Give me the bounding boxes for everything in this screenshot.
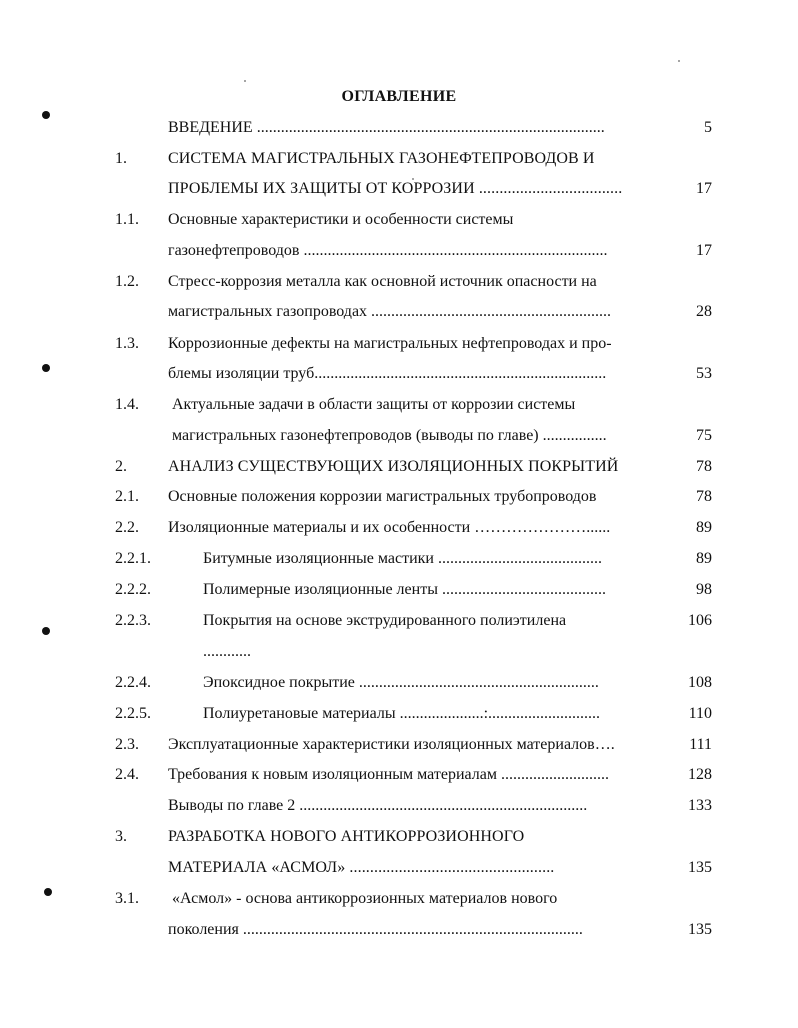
toc-entry-3-1-cont xyxy=(0,918,798,942)
toc-entry-number: 2.2.1. xyxy=(115,550,151,567)
toc-entry-number: 1. xyxy=(115,150,127,167)
toc-entry-page: 5 xyxy=(704,119,712,136)
scan-speck xyxy=(678,60,680,62)
toc-entry-number: 2.2. xyxy=(115,519,139,536)
toc-entry-page: 89 xyxy=(696,519,712,536)
toc-entry-number: 1.3. xyxy=(115,335,139,352)
toc-entry-2-2-2 xyxy=(0,578,798,602)
toc-entry-text: Актуальные задачи в области защиты от коррозии системы xyxy=(172,396,576,413)
toc-entry-page: 128 xyxy=(688,766,712,783)
toc-entry-page: 75 xyxy=(696,427,712,444)
toc-entry-2 xyxy=(0,455,798,479)
toc-entry-number: 2.2.2. xyxy=(115,581,151,598)
toc-entry-page: 78 xyxy=(696,488,712,505)
toc-entry-text: АНАЛИЗ СУЩЕСТВУЮЩИХ ИЗОЛЯЦИОННЫХ ПОКРЫТИЙ xyxy=(168,458,619,475)
toc-entry-page: 133 xyxy=(688,797,712,814)
toc-entry-text-cont: поколения ..................................................................................... xyxy=(168,921,583,938)
toc-entry-number: 3.1. xyxy=(115,890,139,907)
toc-entry-text: Изоляционные материалы и их особенности …………………...... xyxy=(168,519,611,536)
toc-entry-text-cont: магистральных газопроводах ............................................................ xyxy=(168,303,612,320)
punch-hole-mark xyxy=(42,111,50,119)
toc-entry-number: 1.1. xyxy=(115,211,139,228)
toc-entry-2-3 xyxy=(0,733,798,757)
toc-entry-text: ВВЕДЕНИЕ ....................................................................................... xyxy=(168,119,605,136)
toc-entry-1-1 xyxy=(0,208,798,232)
toc-entry-2-2-3 xyxy=(0,609,798,633)
toc-entry-text-cont: газонефтепроводов ............................................................................ xyxy=(168,242,608,259)
toc-entry-1-2-cont xyxy=(0,300,798,324)
page-title: ОГЛАВЛЕНИЕ xyxy=(341,88,457,105)
toc-entry-1-4 xyxy=(0,393,798,417)
toc-entry-page: 135 xyxy=(688,859,712,876)
toc-entry-number: 2.2.4. xyxy=(115,674,151,691)
toc-entry-text: Требования к новым изоляционным материалам ........................... xyxy=(168,766,609,783)
toc-entry-number: 2. xyxy=(115,458,127,475)
toc-entry-1-3-cont xyxy=(0,362,798,386)
toc-entry-number: 2.2.5. xyxy=(115,705,151,722)
toc-entry-page: 108 xyxy=(688,674,712,691)
punch-hole-mark xyxy=(44,888,52,896)
toc-entry-text-cont: ............ xyxy=(203,643,251,660)
toc-entry-number: 2.4. xyxy=(115,766,139,783)
toc-entry-number: 3. xyxy=(115,828,127,845)
toc-entry-text: Основные характеристики и особенности системы xyxy=(168,211,514,228)
toc-entry-2-2 xyxy=(0,516,798,540)
toc-entry-text: РАЗРАБОТКА НОВОГО АНТИКОРРОЗИОННОГО xyxy=(168,828,525,845)
toc-entry-3-1 xyxy=(0,887,798,911)
scan-speck xyxy=(244,80,246,82)
toc-entry-text-cont: ПРОБЛЕМЫ ИХ ЗАЩИТЫ ОТ КОРРОЗИИ ................................... xyxy=(168,180,623,197)
toc-entry-page: 106 xyxy=(688,612,712,629)
toc-entry-2-4 xyxy=(0,763,798,787)
toc-entry-text: Покрытия на основе экструдированного полиэтилена xyxy=(203,612,567,629)
toc-entry-text: Эпоксидное покрытие ............................................................ xyxy=(203,674,599,691)
toc-entry-number: 1.4. xyxy=(115,396,139,413)
punch-hole-mark xyxy=(42,364,50,372)
toc-entry-number: 2.2.3. xyxy=(115,612,151,629)
toc-entry-text: Полимерные изоляционные ленты ......................................... xyxy=(203,581,606,598)
toc-entry-page: 78 xyxy=(696,458,712,475)
toc-entry-2-2-5 xyxy=(0,702,798,726)
toc-entry-text: Выводы по главе 2 ........................................................................ xyxy=(168,797,588,814)
toc-entry-page: 17 xyxy=(696,180,712,197)
toc-entry-1 xyxy=(0,147,798,171)
toc-entry-conclusions-2 xyxy=(0,794,798,818)
toc-entry-page: 98 xyxy=(696,581,712,598)
toc-entry-text-cont: блемы изоляции труб......................................................................... xyxy=(168,365,607,382)
toc-entry-2-2-3-cont xyxy=(0,640,798,664)
toc-entry-1-2 xyxy=(0,270,798,294)
punch-hole-mark xyxy=(42,627,50,635)
toc-entry-number: 1.2. xyxy=(115,273,139,290)
toc-entry-page: 89 xyxy=(696,550,712,567)
toc-entry-2-2-4 xyxy=(0,671,798,695)
toc-entry-1-cont xyxy=(0,177,798,201)
toc-entry-text: Стресс-коррозия металла как основной источник опасности на xyxy=(168,273,597,290)
toc-entry-text: Полиуретановые материалы .....................:............................ xyxy=(203,705,601,722)
toc-entry-text-cont: МАТЕРИАЛА «АСМОЛ» .................................................. xyxy=(168,859,555,876)
toc-entry-3 xyxy=(0,825,798,849)
toc-entry-text: СИСТЕМА МАГИСТРАЛЬНЫХ ГАЗОНЕФТЕПРОВОДОВ И xyxy=(168,150,595,167)
toc-entry-page: 135 xyxy=(688,921,712,938)
toc-entry-2-2-1 xyxy=(0,547,798,571)
toc-entry-text-cont: магистральных газонефтепроводов (выводы по главе) ................ xyxy=(172,427,607,444)
toc-entry-page: 28 xyxy=(696,303,712,320)
toc-entry-text: «Асмол» - основа антикоррозионных материалов нового xyxy=(172,890,558,907)
toc-entry-page: 53 xyxy=(696,365,712,382)
toc-entry-text: Коррозионные дефекты на магистральных нефтепроводах и про- xyxy=(168,335,612,352)
toc-entry-3-cont xyxy=(0,856,798,880)
toc-entry-text: Битумные изоляционные мастики ......................................... xyxy=(203,550,602,567)
toc-entry-page: 111 xyxy=(689,736,712,753)
toc-entry-text: Эксплуатационные характеристики изоляционных материалов…. xyxy=(168,736,615,753)
toc-entry-number: 2.3. xyxy=(115,736,139,753)
toc-entry-intro xyxy=(0,116,798,140)
toc-entry-number: 2.1. xyxy=(115,488,139,505)
toc-entry-1-4-cont xyxy=(0,424,798,448)
scan-speck xyxy=(412,178,414,180)
toc-entry-1-1-cont xyxy=(0,239,798,263)
toc-entry-text: Основные положения коррозии магистральных трубопроводов xyxy=(168,488,597,505)
toc-entry-2-1 xyxy=(0,485,798,509)
toc-entry-1-3 xyxy=(0,332,798,356)
toc-entry-page: 17 xyxy=(696,242,712,259)
toc-entry-page: 110 xyxy=(688,705,712,722)
